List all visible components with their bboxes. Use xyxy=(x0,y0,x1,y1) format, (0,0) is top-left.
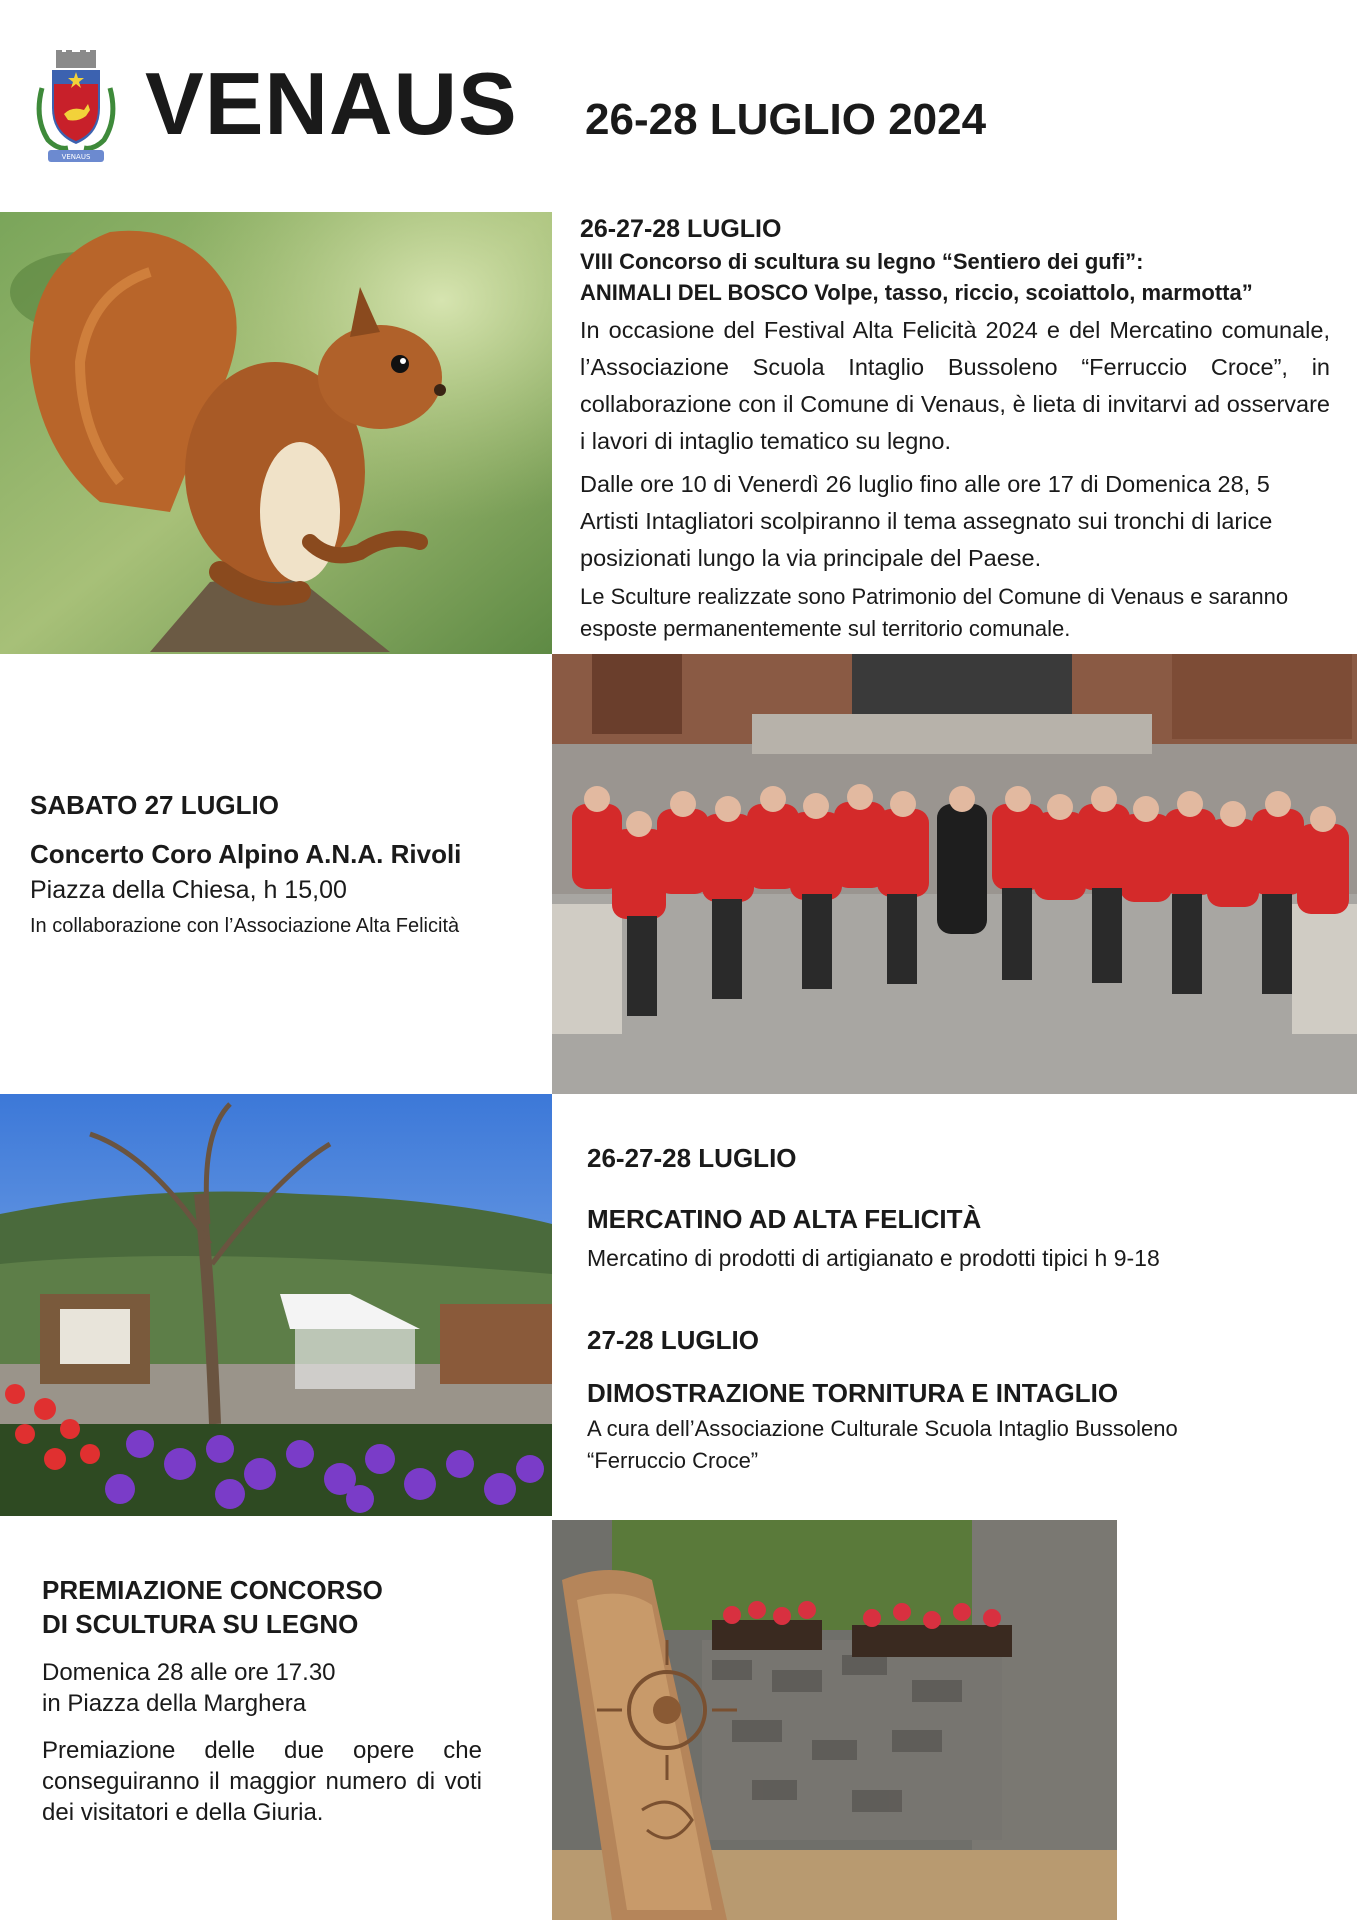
market-description: Mercatino di prodotti di artigianato e prodotti tipici h 9-18 xyxy=(587,1245,1160,1271)
sculpture-contest-section xyxy=(580,212,1330,645)
turning-demo-section xyxy=(587,1325,1327,1477)
award-ceremony-section xyxy=(42,1573,482,1828)
venaus-coat-of-arms xyxy=(28,48,124,168)
demo-title: DIMOSTRAZIONE TORNITURA E INTAGLIO xyxy=(587,1378,1119,1408)
award-title-line-1: PREMIAZIONE CONCORSO xyxy=(42,1575,383,1605)
contest-heritage-paragraph: Le Sculture realizzate sono Patrimonio del Comune di Venaus e saranno esposte permanentemente sul territorio comunale. xyxy=(580,584,1289,641)
market-title: MERCATINO AD ALTA FELICITÀ xyxy=(587,1204,982,1234)
market-date: 26-27-28 LUGLIO xyxy=(587,1143,797,1173)
crest-ribbon-label: VENAUS xyxy=(61,153,91,161)
contest-title-line-1: VIII Concorso di scultura su legno “Sentiero dei gufi”: xyxy=(580,249,1144,274)
concert-collaboration-note: In collaborazione con l’Associazione Alta Felicità xyxy=(30,915,460,937)
demo-organizer-line-1: A cura dell’Associazione Culturale Scuola Intaglio Bussoleno xyxy=(587,1416,1178,1441)
concert-title: Concerto Coro Alpino A.N.A. Rivoli xyxy=(30,839,462,869)
demo-organizer-line-2: “Ferruccio Croce” xyxy=(587,1448,759,1473)
squirrel-photo xyxy=(0,212,552,654)
wood-sculpture-photo xyxy=(552,1520,1117,1920)
award-when-line-2: in Piazza della Marghera xyxy=(42,1690,307,1717)
award-description: Premiazione delle due opere che conseguiranno il maggior numero di voti dei visitatori e della Giuria. xyxy=(42,1737,482,1826)
market-photo xyxy=(0,1094,552,1516)
market-section xyxy=(587,1143,1327,1272)
concert-location: Piazza della Chiesa, h 15,00 xyxy=(30,876,347,904)
contest-date: 26-27-28 LUGLIO xyxy=(580,215,782,243)
choir-concert-section xyxy=(30,790,550,938)
concert-date: SABATO 27 LUGLIO xyxy=(30,790,279,820)
demo-date: 27-28 LUGLIO xyxy=(587,1325,759,1355)
contest-intro-paragraph: In occasione del Festival Alta Felicità 2024 e del Mercatino comunale, l’Associazione Scuola Intaglio Bussoleno “Ferruccio Croce”, in collaborazione con il Comune di Venaus, è lieta di invitarvi ad osservare i lavori di intaglio tematico su legno. xyxy=(580,317,1330,454)
contest-title-line-2: ANIMALI DEL BOSCO Volpe, tasso, riccio, scoiattolo, marmotta” xyxy=(580,280,1253,305)
choir-photo xyxy=(552,654,1357,1094)
award-title-line-2: DI SCULTURA SU LEGNO xyxy=(42,1609,359,1639)
award-when-line-1: Domenica 28 alle ore 17.30 xyxy=(42,1659,336,1686)
town-name: VENAUS xyxy=(145,54,518,153)
contest-schedule-paragraph: Dalle ore 10 di Venerdì 26 luglio fino alle ore 17 di Domenica 28, 5 Artisti Intagliatori scolpiranno il tema assegnato sui tronchi di larice posizionati lungo la via principale del Paese. xyxy=(580,471,1273,571)
event-dates: 26-28 LUGLIO 2024 xyxy=(585,95,987,144)
